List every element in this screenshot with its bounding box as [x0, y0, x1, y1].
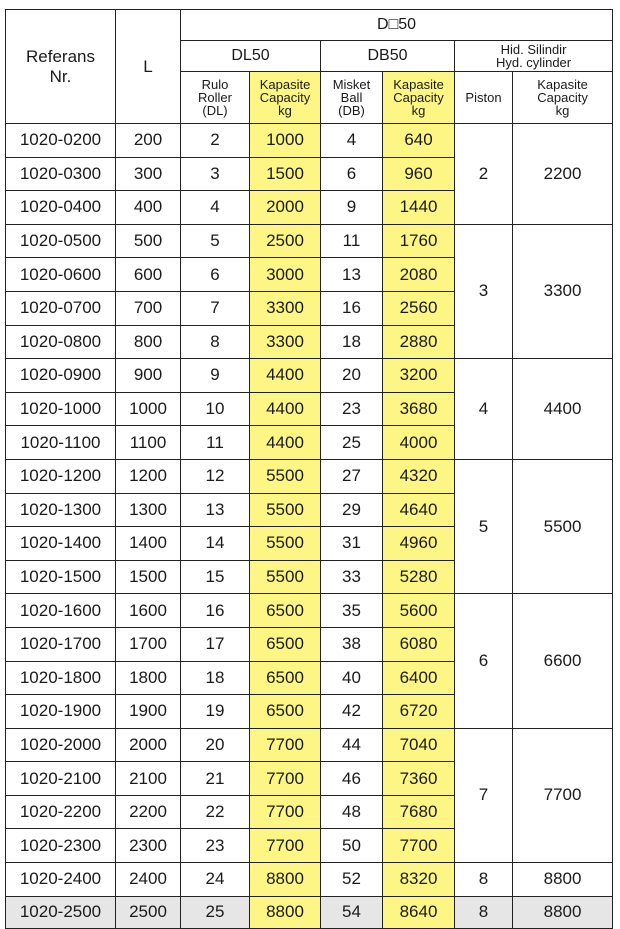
table-body: [6, 124, 613, 929]
db-capacity-cell: 2080: [383, 258, 455, 292]
ball-count-cell: 4: [321, 124, 383, 158]
dl-capacity-cell: 1000: [250, 124, 321, 158]
referans-cell: 1020-0500: [6, 224, 116, 258]
db-capacity-header: Kapasite Capacity kg: [383, 72, 455, 124]
dl-capacity-cell: 4400: [250, 359, 321, 393]
piston-cell: 4: [455, 359, 513, 460]
roller-count-cell: 6: [181, 258, 250, 292]
dl-capacity-cell: 6500: [250, 594, 321, 628]
table-row: [6, 224, 613, 258]
roller-count-cell: 22: [181, 795, 250, 829]
referans-cell: 1020-1000: [6, 392, 116, 426]
ball-count-cell: 9: [321, 191, 383, 225]
roller-count-cell: 4: [181, 191, 250, 225]
dl-capacity-cell: 7700: [250, 829, 321, 863]
roller-count-cell: 20: [181, 728, 250, 762]
length-cell: 1700: [116, 627, 181, 661]
roller-count-cell: 18: [181, 661, 250, 695]
table-row: [6, 594, 613, 628]
piston-cell: 8: [455, 863, 513, 897]
length-cell: 1500: [116, 560, 181, 594]
roller-count-cell: 10: [181, 392, 250, 426]
db-capacity-cell: 2880: [383, 325, 455, 359]
length-cell: 1000: [116, 392, 181, 426]
ball-count-cell: 18: [321, 325, 383, 359]
roller-count-cell: 7: [181, 291, 250, 325]
ball-count-cell: 48: [321, 795, 383, 829]
ball-count-cell: 31: [321, 527, 383, 561]
ball-count-cell: 54: [321, 896, 383, 928]
length-cell: 2100: [116, 762, 181, 796]
db-capacity-cell: 5280: [383, 560, 455, 594]
db-capacity-cell: 8640: [383, 896, 455, 928]
length-cell: 2200: [116, 795, 181, 829]
length-cell: 1800: [116, 661, 181, 695]
hyd-cylinder-header: Hid. Silindir Hyd. cylinder: [455, 41, 613, 72]
piston-cell: 6: [455, 594, 513, 728]
dl-capacity-cell: 3000: [250, 258, 321, 292]
dl-capacity-cell: 8800: [250, 863, 321, 897]
referans-cell: 1020-2500: [6, 896, 116, 928]
length-cell: 1100: [116, 426, 181, 460]
hyd-capacity-header: Kapasite Capacity kg: [513, 72, 613, 124]
db-capacity-cell: 1760: [383, 224, 455, 258]
dl-capacity-cell: 5500: [250, 527, 321, 561]
referans-cell: 1020-0300: [6, 157, 116, 191]
roller-count-cell: 17: [181, 627, 250, 661]
table-row: [6, 728, 613, 762]
referans-cell: 1020-1800: [6, 661, 116, 695]
ball-count-cell: 52: [321, 863, 383, 897]
piston-cell: 7: [455, 728, 513, 862]
referans-cell: 1020-1400: [6, 527, 116, 561]
dl-capacity-cell: 8800: [250, 896, 321, 928]
ball-count-cell: 27: [321, 459, 383, 493]
roller-count-cell: 8: [181, 325, 250, 359]
ball-count-cell: 6: [321, 157, 383, 191]
ball-header: Misket Ball (DB): [321, 72, 383, 124]
dl-capacity-cell: 3300: [250, 291, 321, 325]
roller-count-cell: 16: [181, 594, 250, 628]
db-capacity-cell: 6720: [383, 695, 455, 729]
roller-count-cell: 19: [181, 695, 250, 729]
referans-cell: 1020-2000: [6, 728, 116, 762]
roller-count-cell: 24: [181, 863, 250, 897]
roller-count-cell: 21: [181, 762, 250, 796]
hyd-capacity-cell: 3300: [513, 224, 613, 358]
db-capacity-cell: 4640: [383, 493, 455, 527]
ball-count-cell: 42: [321, 695, 383, 729]
db-capacity-cell: 5600: [383, 594, 455, 628]
db-capacity-cell: 640: [383, 124, 455, 158]
ball-count-cell: 13: [321, 258, 383, 292]
dl-capacity-cell: 6500: [250, 695, 321, 729]
piston-cell: 3: [455, 224, 513, 358]
referans-cell: 1020-1300: [6, 493, 116, 527]
referans-cell: 1020-1500: [6, 560, 116, 594]
ball-count-cell: 50: [321, 829, 383, 863]
referans-cell: 1020-1100: [6, 426, 116, 460]
referans-cell: 1020-2400: [6, 863, 116, 897]
roller-count-cell: 12: [181, 459, 250, 493]
db-capacity-cell: 7700: [383, 829, 455, 863]
length-cell: 400: [116, 191, 181, 225]
ball-count-cell: 11: [321, 224, 383, 258]
referans-cell: 1020-0600: [6, 258, 116, 292]
dl-capacity-cell: 5500: [250, 560, 321, 594]
length-cell: 2400: [116, 863, 181, 897]
length-cell: 500: [116, 224, 181, 258]
db-capacity-cell: 6080: [383, 627, 455, 661]
referans-cell: 1020-1200: [6, 459, 116, 493]
dimension-header: D□50: [181, 10, 613, 41]
ball-count-cell: 29: [321, 493, 383, 527]
dl-capacity-cell: 1500: [250, 157, 321, 191]
ball-count-cell: 44: [321, 728, 383, 762]
roller-count-cell: 9: [181, 359, 250, 393]
dl-capacity-cell: 2000: [250, 191, 321, 225]
dl-capacity-cell: 7700: [250, 762, 321, 796]
roller-count-cell: 3: [181, 157, 250, 191]
hyd-capacity-cell: 4400: [513, 359, 613, 460]
db-capacity-cell: 960: [383, 157, 455, 191]
dl-capacity-cell: 5500: [250, 493, 321, 527]
referans-cell: 1020-0900: [6, 359, 116, 393]
db-capacity-cell: 4320: [383, 459, 455, 493]
dl-capacity-cell: 4400: [250, 426, 321, 460]
referans-cell: 1020-0200: [6, 124, 116, 158]
length-cell: 2500: [116, 896, 181, 928]
db-capacity-cell: 4960: [383, 527, 455, 561]
piston-cell: 2: [455, 124, 513, 225]
ball-count-cell: 25: [321, 426, 383, 460]
ball-count-cell: 38: [321, 627, 383, 661]
hyd-capacity-cell: 8800: [513, 896, 613, 928]
referans-cell: 1020-2100: [6, 762, 116, 796]
dl-capacity-cell: 2500: [250, 224, 321, 258]
referans-cell: 1020-2200: [6, 795, 116, 829]
capacity-spec-table: [5, 9, 613, 929]
db-capacity-cell: 7040: [383, 728, 455, 762]
length-cell: 2300: [116, 829, 181, 863]
length-cell: 1600: [116, 594, 181, 628]
length-cell: 800: [116, 325, 181, 359]
length-cell: 600: [116, 258, 181, 292]
referans-cell: 1020-0700: [6, 291, 116, 325]
db-capacity-cell: 4000: [383, 426, 455, 460]
ball-count-cell: 33: [321, 560, 383, 594]
table-header: [6, 10, 613, 124]
ball-count-cell: 20: [321, 359, 383, 393]
db-capacity-cell: 8320: [383, 863, 455, 897]
ball-count-cell: 16: [321, 291, 383, 325]
table-row: [6, 124, 613, 158]
roller-count-cell: 5: [181, 224, 250, 258]
roller-count-cell: 2: [181, 124, 250, 158]
referans-cell: 1020-0800: [6, 325, 116, 359]
hyd-capacity-cell: 8800: [513, 863, 613, 897]
db-capacity-cell: 1440: [383, 191, 455, 225]
dl-capacity-header: Kapasite Capacity kg: [250, 72, 321, 124]
roller-count-cell: 14: [181, 527, 250, 561]
length-cell: 300: [116, 157, 181, 191]
dl-capacity-cell: 7700: [250, 795, 321, 829]
roller-header: Rulo Roller (DL): [181, 72, 250, 124]
referans-cell: 1020-0400: [6, 191, 116, 225]
length-cell: 700: [116, 291, 181, 325]
roller-count-cell: 25: [181, 896, 250, 928]
roller-count-cell: 13: [181, 493, 250, 527]
dl50-header: DL50: [181, 41, 321, 72]
dl-capacity-cell: 6500: [250, 627, 321, 661]
referans-cell: 1020-1900: [6, 695, 116, 729]
hyd-capacity-cell: 2200: [513, 124, 613, 225]
piston-cell: 8: [455, 896, 513, 928]
ball-count-cell: 35: [321, 594, 383, 628]
dl-capacity-cell: 6500: [250, 661, 321, 695]
roller-count-cell: 11: [181, 426, 250, 460]
db-capacity-cell: 6400: [383, 661, 455, 695]
ball-count-cell: 23: [321, 392, 383, 426]
piston-cell: 5: [455, 459, 513, 593]
length-cell: 900: [116, 359, 181, 393]
length-cell: 1900: [116, 695, 181, 729]
table-row: [6, 459, 613, 493]
db-capacity-cell: 3680: [383, 392, 455, 426]
referans-cell: 1020-1700: [6, 627, 116, 661]
length-cell: 1200: [116, 459, 181, 493]
dl-capacity-cell: 7700: [250, 728, 321, 762]
referans-header: Referans Nr.: [6, 10, 116, 124]
roller-count-cell: 23: [181, 829, 250, 863]
hyd-capacity-cell: 5500: [513, 459, 613, 593]
db-capacity-cell: 7680: [383, 795, 455, 829]
table-row: [6, 359, 613, 393]
length-header: L: [116, 10, 181, 124]
dl-capacity-cell: 3300: [250, 325, 321, 359]
dl-capacity-cell: 4400: [250, 392, 321, 426]
piston-header: Piston: [455, 72, 513, 124]
length-cell: 200: [116, 124, 181, 158]
referans-cell: 1020-2300: [6, 829, 116, 863]
db-capacity-cell: 2560: [383, 291, 455, 325]
db50-header: DB50: [321, 41, 455, 72]
roller-count-cell: 15: [181, 560, 250, 594]
hyd-capacity-cell: 6600: [513, 594, 613, 728]
db-capacity-cell: 7360: [383, 762, 455, 796]
length-cell: 2000: [116, 728, 181, 762]
length-cell: 1300: [116, 493, 181, 527]
ball-count-cell: 40: [321, 661, 383, 695]
length-cell: 1400: [116, 527, 181, 561]
hyd-capacity-cell: 7700: [513, 728, 613, 862]
db-capacity-cell: 3200: [383, 359, 455, 393]
table-row: [6, 863, 613, 897]
referans-cell: 1020-1600: [6, 594, 116, 628]
dl-capacity-cell: 5500: [250, 459, 321, 493]
table-row: [6, 896, 613, 928]
ball-count-cell: 46: [321, 762, 383, 796]
